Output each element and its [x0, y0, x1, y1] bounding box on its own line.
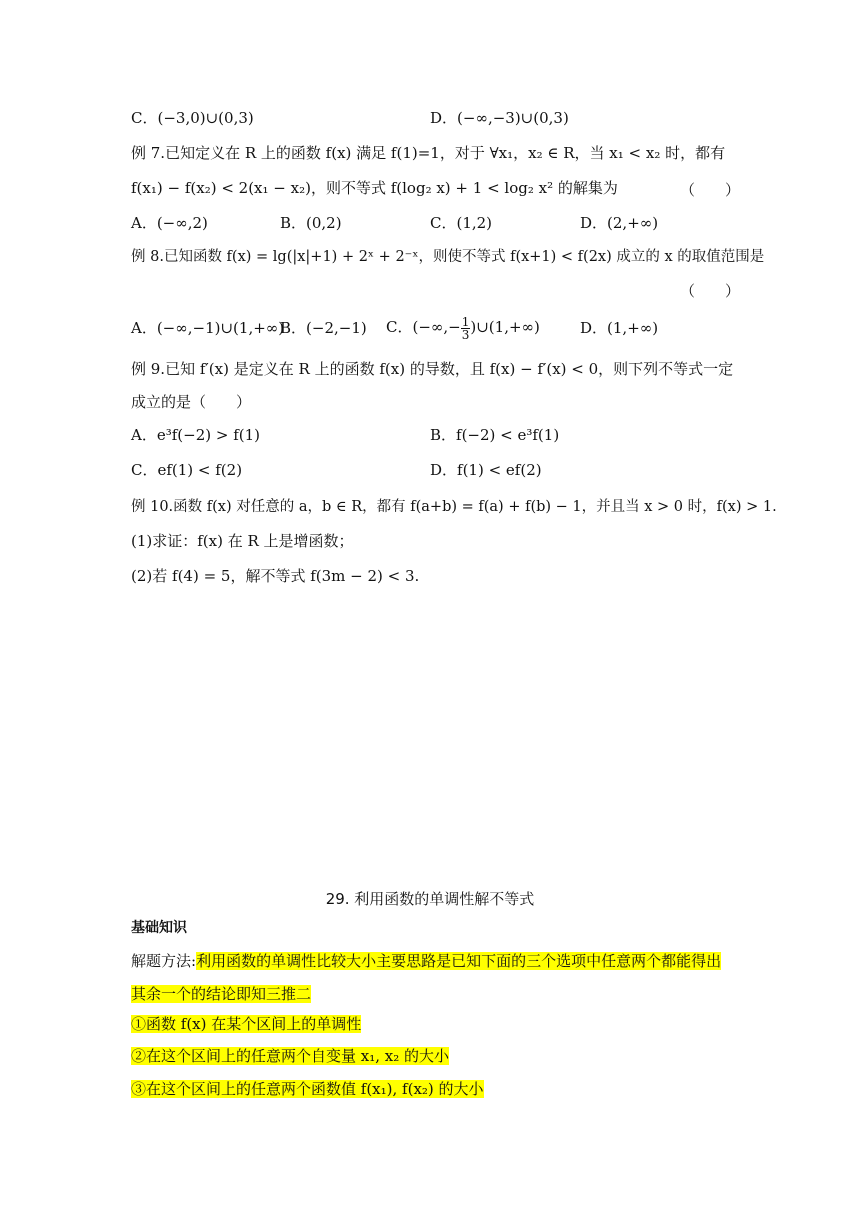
q7-option-d: D．(2,+∞) [580, 214, 659, 232]
q6-option-c: C．(−3,0)∪(0,3) [131, 109, 254, 127]
condition-text-3: ③在这个区间上的任意两个函数值 f(x₁), f(x₂) 的大小 [131, 1080, 484, 1098]
method-label: 解题方法: [131, 952, 197, 970]
method-line2 [131, 983, 311, 1005]
fraction-numerator: 1 [461, 314, 470, 329]
q8-stem: 例 8.已知函数 f(x) = lg(|x|+1) + 2ˣ + 2⁻ˣ，则使不等式 f(x+1) < f(2x) 成立的 x 的取值范围是 [131, 249, 765, 265]
q7-stem-line1: 例 7.已知定义在 R 上的函数 f(x) 满足 f(1)=1，对于 ∀x₁，x₂ ∈ R，当 x₁ < x₂ 时，都有 [131, 144, 726, 162]
q10-stem: 例 10.函数 f(x) 对任意的 a，b ∈ R，都有 f(a+b) = f(a) + f(b) − 1，并且当 x > 0 时，f(x) > 1. [131, 499, 777, 515]
q8-option-c-fraction [461, 316, 471, 341]
q7-stem-line2: f(x₁) − f(x₂) < 2(x₁ − x₂)，则不等式 f(log₂ x) + 1 < log₂ x² 的解集为 [131, 179, 618, 197]
q8-answer-paren: （ ） [680, 282, 741, 300]
q10-part2: (2)若 f(4) = 5，解不等式 f(3m − 2) < 3. [131, 567, 420, 585]
q6-option-d: D．(−∞,−3)∪(0,3) [430, 109, 569, 127]
q8-option-c [386, 310, 540, 344]
q8-option-b: B．(−2,−1) [280, 319, 367, 337]
q7-option-b: B．(0,2) [280, 214, 342, 232]
q9-option-d: D．f(1) < ef(2) [430, 461, 542, 479]
q8-option-a: A．(−∞,−1)∪(1,+∞) [131, 319, 285, 337]
method-highlight-text-2: 其余一个的结论即知三推二 [131, 985, 312, 1003]
condition-text-2: ②在这个区间上的任意两个自变量 x₁, x₂ 的大小 [131, 1047, 450, 1065]
condition-item-1 [131, 1013, 361, 1035]
q7-answer-paren: （ ） [680, 181, 741, 199]
q8-option-c-post: )∪(1,+∞) [470, 318, 540, 336]
fraction-denominator: 3 [461, 327, 470, 342]
section-title: 29. 利用函数的单调性解不等式 [325, 890, 535, 908]
method-line1 [131, 950, 721, 972]
q9-option-a: A．e³f(−2) > f(1) [131, 426, 260, 444]
q10-part1: (1)求证：f(x) 在 R 上是增函数； [131, 532, 354, 550]
q9-option-b: B．f(−2) < e³f(1) [430, 426, 560, 444]
condition-item-3 [131, 1078, 484, 1100]
q7-option-c: C．(1,2) [430, 214, 493, 232]
q8-option-c-pre: C．(−∞,− [386, 318, 461, 336]
q8-option-d: D．(1,+∞) [580, 319, 659, 337]
condition-item-2 [131, 1045, 449, 1067]
q9-option-c: C．ef(1) < f(2) [131, 461, 243, 479]
method-highlight-text: 利用函数的单调性比较大小主要思路是已知下面的三个选项中任意两个都能得出 [196, 952, 722, 970]
section-heading: 基础知识 [131, 920, 187, 936]
condition-text-1: ①函数 f(x) 在某个区间上的单调性 [131, 1015, 362, 1033]
q7-option-a: A．(−∞,2) [131, 214, 208, 232]
q9-stem-line2: 成立的是（ ） [131, 393, 252, 411]
q9-stem-line1: 例 9.已知 f′(x) 是定义在 R 上的函数 f(x) 的导数，且 f(x) − f′(x) < 0，则下列不等式一定 [131, 360, 734, 378]
